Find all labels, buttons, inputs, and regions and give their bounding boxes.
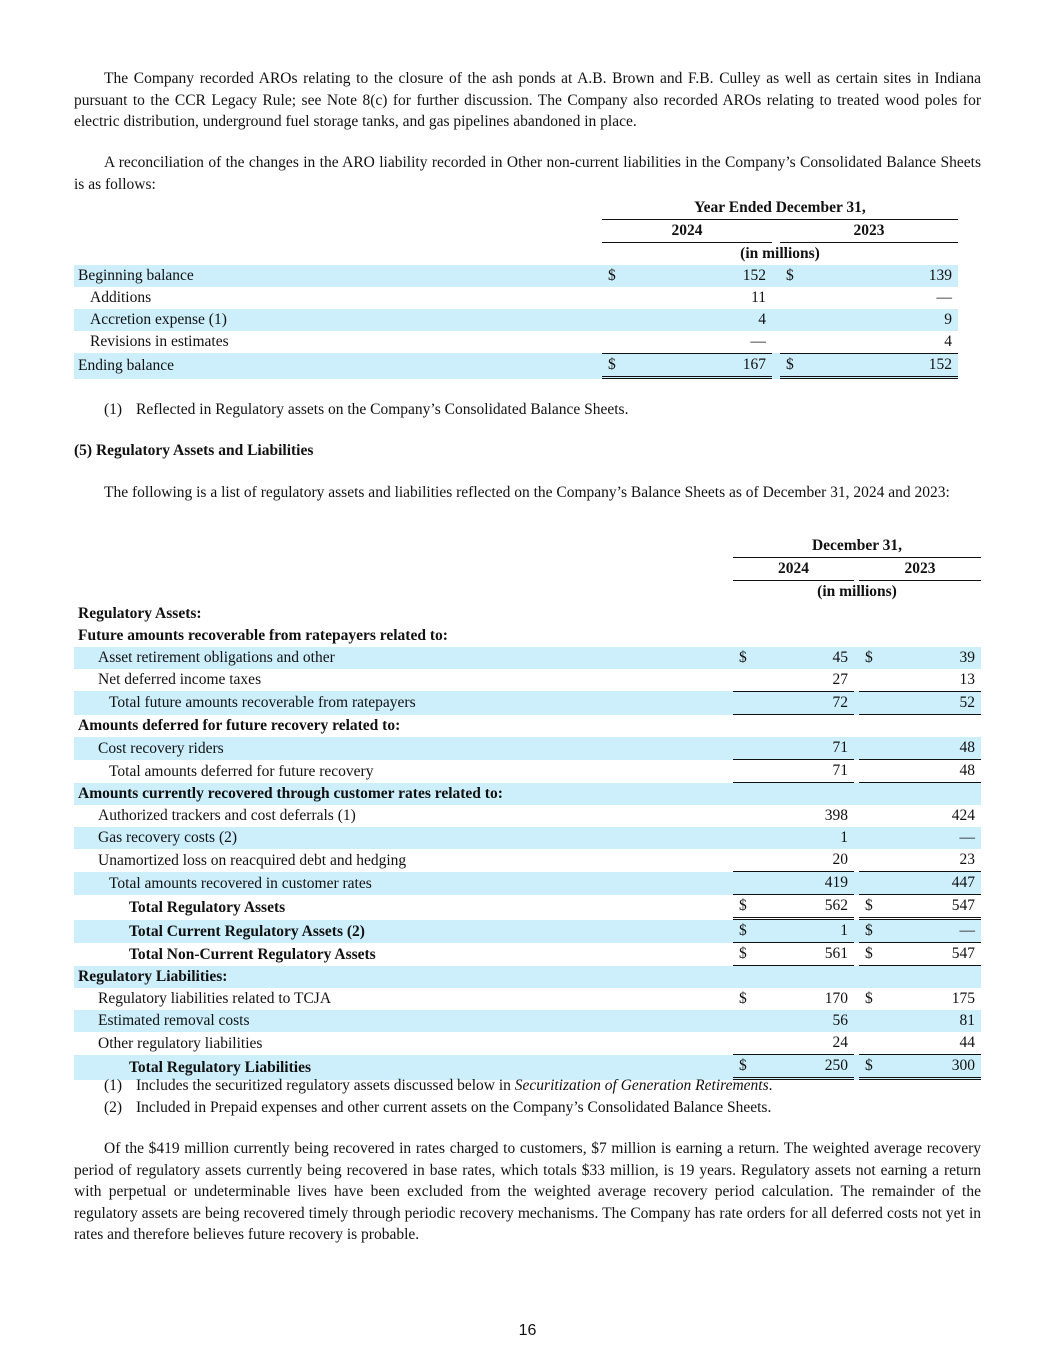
footnote-text-end: .	[768, 1077, 773, 1094]
section-heading: (5) Regulatory Assets and Liabilities	[74, 442, 314, 459]
value-2023: 13	[959, 671, 975, 688]
row-label: Regulatory liabilities related to TCJA	[98, 990, 332, 1007]
value-2024: 11	[751, 289, 766, 306]
value-2024: 4	[622, 309, 772, 331]
table-row	[74, 647, 981, 669]
value-2023: 48	[879, 760, 981, 783]
row-label: Future amounts recoverable from ratepayers related to:	[78, 627, 448, 644]
table-row-subtotal	[74, 691, 981, 715]
regulatory-footnote-2	[104, 1097, 771, 1119]
value-2024: 170	[824, 990, 848, 1007]
aro-footnote-1	[104, 399, 628, 421]
value-2024: 71	[753, 760, 854, 783]
column-header-2024: 2024	[602, 220, 772, 243]
units-label: (in millions)	[817, 583, 897, 600]
paragraph-aro-recorded: The Company recorded AROs relating to the closure of the ash ponds at A.B. Brown and F.B. Culley as well as certain sites in Indiana pursuant to the CCR Legacy Rule; see Note 8(c) for further discussion. The Company also recorded AROs relating to treated wood poles for electric distribution, underground fuel storage tanks, and gas pipelines abandoned in place.	[74, 70, 981, 130]
footnote-text: Reflected in Regulatory assets on the Company’s Consolidated Balance Sheets.	[136, 401, 629, 418]
dollar-sign	[859, 669, 879, 691]
row-label: Total Current Regulatory Assets (2)	[74, 920, 733, 943]
dollar-sign: $	[602, 353, 622, 379]
table-row-total	[74, 353, 958, 379]
row-label: Asset retirement obligations and other	[74, 647, 733, 669]
dollar-sign	[733, 669, 753, 691]
dollar-sign: $	[859, 1055, 879, 1080]
column-header-2023: 2023	[780, 220, 958, 243]
dollar-sign: $	[739, 990, 747, 1007]
dollar-sign	[780, 309, 800, 331]
value-2023: 52	[879, 691, 981, 715]
row-label: Total Non-Current Regulatory Assets	[129, 945, 376, 963]
row-label: Total Regulatory Assets	[129, 898, 286, 916]
value-2024: 72	[753, 691, 854, 715]
value-2024: 250	[753, 1055, 854, 1080]
table-subsection-header	[74, 625, 981, 647]
value-2023: 547	[879, 895, 981, 920]
dollar-sign	[602, 309, 622, 331]
paragraph-recovery-details: Of the $419 million currently being recovered in rates charged to customers, $7 million is earning a return. The weighted average recovery period of regulatory assets currently being recovered in base rates, which totals $33 million, is 19 years. Regulatory assets not earning a return with perpetual or undeterminable lives have been excluded from the weighted average recovery period calculation. The remainder of the regulatory assets are being recovered timely through periodic recovery mechanisms. The Company has rate orders for all deferred costs not yet in rates and therefore believes future recovery is probable.	[74, 1140, 981, 1243]
row-label: Regulatory Liabilities:	[74, 966, 733, 988]
table-row	[74, 265, 958, 287]
paragraph-aro-reconciliation: A reconciliation of the changes in the ARO liability recorded in Other non-current liabilities in the Company’s Consolidated Balance Sheets is as follows:	[74, 154, 981, 193]
row-label: Revisions in estimates	[90, 333, 229, 350]
table-row	[74, 827, 981, 849]
dollar-sign: $	[733, 1055, 753, 1080]
table-section-header	[74, 966, 981, 988]
value-2023: 447	[879, 872, 981, 895]
table-row-subtotal	[74, 872, 981, 895]
dollar-sign	[859, 1010, 879, 1032]
table-row	[74, 1010, 981, 1032]
regulatory-assets-liabilities-table	[74, 535, 981, 1080]
dollar-sign	[602, 331, 622, 353]
dollar-sign	[733, 1032, 753, 1055]
dollar-sign: $	[733, 920, 753, 943]
value-2023: 300	[879, 1055, 981, 1080]
footnote-number: (1)	[104, 401, 123, 418]
period-header: December 31,	[733, 535, 981, 558]
value-2024: 398	[824, 807, 848, 824]
table-subsection-header	[74, 715, 981, 737]
dollar-sign: $	[859, 647, 879, 669]
regulatory-footnote-1	[104, 1075, 773, 1097]
dollar-sign: $	[733, 895, 753, 920]
table-row	[74, 988, 981, 1010]
value-2024: 27	[832, 671, 848, 688]
closing-paragraph	[74, 1138, 981, 1246]
paragraph-regulatory-intro: The following is a list of regulatory assets and liabilities reflected on the Company’s Balance Sheets as of December 31, 2024 and 2023:	[104, 484, 950, 501]
units-label: (in millions)	[740, 245, 820, 262]
row-label: Total amounts deferred for future recovery	[109, 762, 374, 780]
table-row-subtotal	[74, 760, 981, 783]
dollar-sign	[859, 849, 879, 872]
row-label: Total amounts recovered in customer rates	[74, 872, 733, 895]
dollar-sign: $	[780, 265, 800, 287]
row-label: Authorized trackers and cost deferrals (1)	[98, 807, 356, 824]
dollar-sign	[733, 760, 753, 783]
table-header-period	[74, 197, 958, 220]
table-header-units	[74, 243, 958, 265]
value-2023: 547	[879, 943, 981, 966]
dollar-sign	[859, 827, 879, 849]
value-2024: 1	[753, 827, 854, 849]
dollar-sign	[733, 1010, 753, 1032]
table-row-total	[74, 943, 981, 966]
value-2023: 4	[944, 333, 952, 350]
value-2023: 175	[951, 990, 975, 1007]
regulatory-intro	[74, 482, 981, 504]
table-row	[74, 1032, 981, 1055]
dollar-sign	[733, 872, 753, 895]
table-row	[74, 309, 958, 331]
row-label: Additions	[90, 289, 152, 306]
row-label: Amounts deferred for future recovery related to:	[78, 717, 401, 734]
value-2024: 71	[753, 737, 854, 760]
value-2023: 152	[800, 353, 958, 379]
value-2023: 44	[879, 1032, 981, 1055]
table-row	[74, 849, 981, 872]
dollar-sign	[859, 805, 879, 827]
dollar-sign	[733, 737, 753, 760]
dollar-sign	[733, 805, 753, 827]
footnote-number: (2)	[104, 1099, 123, 1116]
row-label: Beginning balance	[74, 265, 602, 287]
value-2024: 152	[622, 265, 772, 287]
dollar-sign: $	[865, 990, 873, 1007]
footnote-text: Includes the securitized regulatory assets discussed below in	[136, 1077, 515, 1094]
table-row	[74, 805, 981, 827]
value-2023: —	[936, 289, 952, 306]
dollar-sign	[859, 760, 879, 783]
row-label: Accretion expense (1)	[74, 309, 602, 331]
column-header-2023: 2023	[859, 558, 981, 581]
table-header-years	[74, 220, 958, 243]
value-2023: —	[879, 920, 981, 943]
dollar-sign	[780, 287, 800, 309]
dollar-sign: $	[733, 943, 753, 966]
value-2023: 81	[879, 1010, 981, 1032]
table-row	[74, 331, 958, 353]
column-header-2024: 2024	[733, 558, 854, 581]
value-2023: 424	[951, 807, 975, 824]
footnote-number: (1)	[104, 1077, 123, 1094]
dollar-sign: $	[859, 943, 879, 966]
value-2023: 9	[800, 309, 958, 331]
value-2024: 1	[753, 920, 854, 943]
table-row	[74, 737, 981, 760]
table-header-period	[74, 535, 981, 558]
value-2023: —	[879, 827, 981, 849]
dollar-sign: $	[859, 895, 879, 920]
dollar-sign: $	[602, 265, 622, 287]
row-label: Ending balance	[74, 353, 602, 379]
value-2024: —	[750, 333, 766, 350]
value-2024: 45	[753, 647, 854, 669]
value-2024: 419	[753, 872, 854, 895]
value-2023: 139	[800, 265, 958, 287]
table-section-header	[74, 603, 981, 625]
value-2023: 23	[879, 849, 981, 872]
aro-intro-paragraph	[74, 68, 981, 133]
row-label: Total Regulatory Liabilities	[74, 1055, 733, 1080]
dollar-sign	[859, 872, 879, 895]
table-row-total	[74, 920, 981, 943]
dollar-sign	[859, 737, 879, 760]
row-label: Regulatory Assets:	[78, 605, 202, 622]
page-number: 16	[518, 1322, 537, 1339]
table-row-total	[74, 895, 981, 920]
dollar-sign	[859, 1032, 879, 1055]
aro-reconciliation-intro	[74, 152, 981, 195]
table-row	[74, 287, 958, 309]
value-2024: 56	[753, 1010, 854, 1032]
value-2023: 48	[879, 737, 981, 760]
value-2024: 20	[753, 849, 854, 872]
row-label: Unamortized loss on reacquired debt and hedging	[98, 851, 407, 869]
row-label: Net deferred income taxes	[98, 671, 262, 688]
table-row	[74, 669, 981, 691]
dollar-sign: $	[780, 353, 800, 379]
footnote-text: Included in Prepaid expenses and other current assets on the Company’s Consolidated Balance Sheets.	[136, 1099, 772, 1116]
period-header: Year Ended December 31,	[602, 197, 958, 220]
table-subsection-header	[74, 783, 981, 805]
value-2024: 167	[622, 353, 772, 379]
dollar-sign	[780, 331, 800, 353]
dollar-sign: $	[733, 647, 753, 669]
row-label: Estimated removal costs	[74, 1010, 733, 1032]
dollar-sign	[602, 287, 622, 309]
aro-reconciliation-table	[74, 197, 958, 379]
dollar-sign	[859, 691, 879, 715]
value-2023: 39	[879, 647, 981, 669]
value-2024: 24	[753, 1032, 854, 1055]
row-label: Cost recovery riders	[74, 737, 733, 760]
value-2024: 562	[753, 895, 854, 920]
footnote-italic-reference: Securitization of Generation Retirements	[514, 1077, 769, 1094]
table-header-years	[74, 558, 981, 581]
dollar-sign	[733, 849, 753, 872]
row-label: Other regulatory liabilities	[98, 1034, 263, 1052]
dollar-sign	[733, 691, 753, 715]
row-label: Amounts currently recovered through customer rates related to:	[74, 783, 733, 805]
dollar-sign: $	[859, 920, 879, 943]
dollar-sign	[733, 827, 753, 849]
row-label: Total future amounts recoverable from ratepayers	[74, 691, 733, 715]
value-2024: 561	[753, 943, 854, 966]
table-header-units	[74, 581, 981, 603]
row-label: Gas recovery costs (2)	[74, 827, 733, 849]
